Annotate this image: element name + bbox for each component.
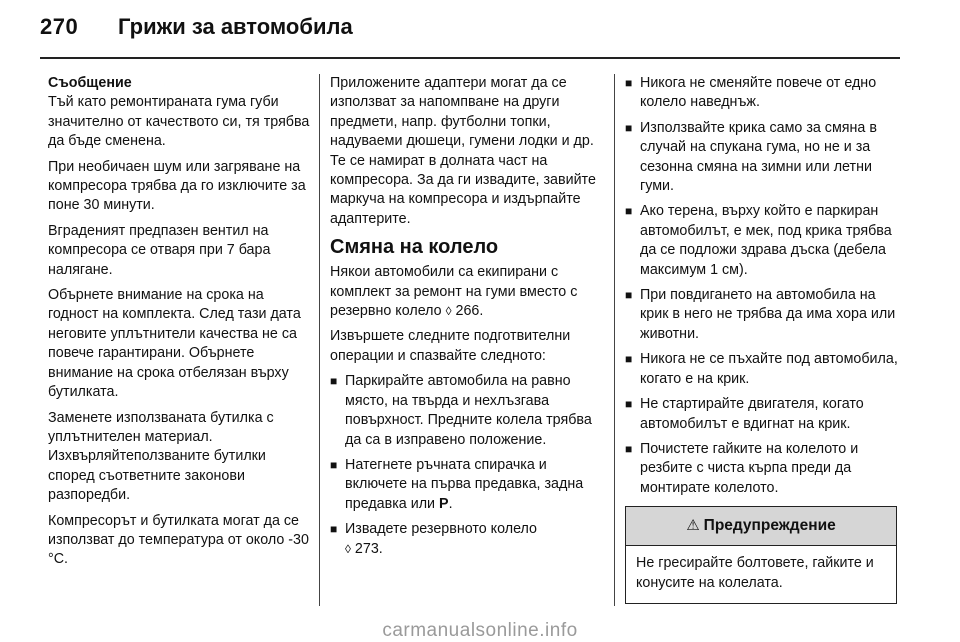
warning-triangle-icon: ⚠ xyxy=(686,517,700,535)
warning-text: Не гресирайте болтовете, гайките и конусите на колелата. xyxy=(636,555,874,591)
jack-safety-list xyxy=(625,74,905,498)
page-reference-link[interactable]: 266. xyxy=(455,303,484,320)
temperature-paragraph: Компресорът и бутилката могат да се използват до температура от около -30 °C. xyxy=(48,512,309,568)
compressor-noise-paragraph: При необичаен шум или загряване на компресора трябва да го изключите за поне 30 минути. xyxy=(48,158,306,214)
gear-p-label: P xyxy=(439,495,449,512)
bullet-square-icon: ■ xyxy=(330,374,338,389)
page-reference-link[interactable]: 273. xyxy=(354,540,383,557)
list-item: ■ Не стартирайте двигателя, когато автомобилът е вдигнат на крик. xyxy=(625,396,864,432)
page-ref-icon: ◊ xyxy=(445,304,452,319)
repair-kit-paragraph: Някои автомобили са екипирани с комплект за ремонт на гуми вместо с резервно колело ◊ 266. xyxy=(330,264,578,320)
bullet-square-icon: ■ xyxy=(625,76,633,90)
bullet-square-icon: ■ xyxy=(330,457,338,472)
list-item: ■ Ако терена, върху който е паркиран автомобилът, е мек, под крика трябва да се подложи здрава дъска (дебела максимум 1 см). xyxy=(625,203,892,278)
warning-box xyxy=(625,506,897,604)
list-item: ■ Никога не се пъхайте под автомобила, когато е на крик. xyxy=(625,351,898,387)
warning-header xyxy=(626,507,896,546)
list-item: ■ При повдигането на автомобила на крик в него не трябва да има хора или животни. xyxy=(625,287,896,342)
page-ref-icon: ◊ xyxy=(345,541,351,556)
column-divider xyxy=(319,74,320,606)
bullet-square-icon: ■ xyxy=(625,288,633,303)
list-item: ■ Никога не сменяйте повече от едно колело наведнъж. xyxy=(625,75,877,111)
column-divider xyxy=(614,74,615,606)
note-paragraph: Тъй като ремонтираната гума губи значително от качеството си, тя трябва да бъде сменена. xyxy=(48,94,310,150)
column-left xyxy=(48,74,316,576)
section-title-wheel-change: Смяна на колело xyxy=(330,236,499,259)
page-header xyxy=(0,0,960,58)
bullet-square-icon: ■ xyxy=(330,522,338,537)
bullet-square-icon: ■ xyxy=(625,352,633,367)
warning-title: Предупреждение xyxy=(703,517,836,535)
list-item: ■ Използвайте крика само за смяна в случай на спукана гума, но не и за сезонна смяна на зимни или летни гуми. xyxy=(625,119,877,195)
list-item: ■ Почистете гайките на колелото и резбите с чиста кърпа преди да монтирате колелото. xyxy=(625,440,859,496)
header-divider xyxy=(40,57,900,59)
bullet-square-icon: ■ xyxy=(625,120,633,135)
bullet-square-icon: ■ xyxy=(625,204,633,219)
preparation-list xyxy=(330,372,605,559)
page-number: 270 xyxy=(40,14,79,39)
safety-valve-paragraph: Вграденият предпазен вентил на компресора се отваря при 7 бара налягане. xyxy=(48,222,271,278)
bottle-disposal-paragraph: Заменете използваната бутилка с уплътнителен материал. Изхвърляйтеползваните бутилки според съответните законови разпоредби. xyxy=(48,409,274,504)
list-item: ■ Натегнете ръчната спирачка и включете на първа предавка, задна предавка или P. xyxy=(330,456,584,512)
list-item: ■ Паркирайте автомобила на равно място, на твърда и нехлъзгава повърхност. Предните колела трябва да са в изправено положение. xyxy=(330,373,592,448)
list-item: ■ Извадете резервното колело ◊ 273. xyxy=(330,521,537,557)
adapters-paragraph: Приложените адаптери могат да се използват за напомпване на други предмети, напр. футболни топки, надуваеми дюшеци, гумени лодки и др. Те се намират в долната част на компресора. За да ги извадите, завийте маркуча на компресора и издърпайте адаптерите. xyxy=(330,75,596,227)
preparation-paragraph: Извършете следните подготвителни операции и спазвайте следното: xyxy=(330,328,571,364)
column-right xyxy=(625,74,905,604)
column-middle xyxy=(330,74,605,565)
bullet-square-icon: ■ xyxy=(625,441,633,456)
expiry-paragraph: Обърнете внимание на срока на годност на комплекта. След тази дата неговите уплътнители качества не са повече гарантирани. Обърнете внимание на срока отбелязан върху бутилката. xyxy=(48,287,301,401)
page-title: Грижи за автомобила xyxy=(118,14,353,39)
bullet-square-icon: ■ xyxy=(625,397,633,412)
watermark: carmanualsonline.info xyxy=(382,620,578,641)
note-heading: Съобщение xyxy=(48,75,132,91)
